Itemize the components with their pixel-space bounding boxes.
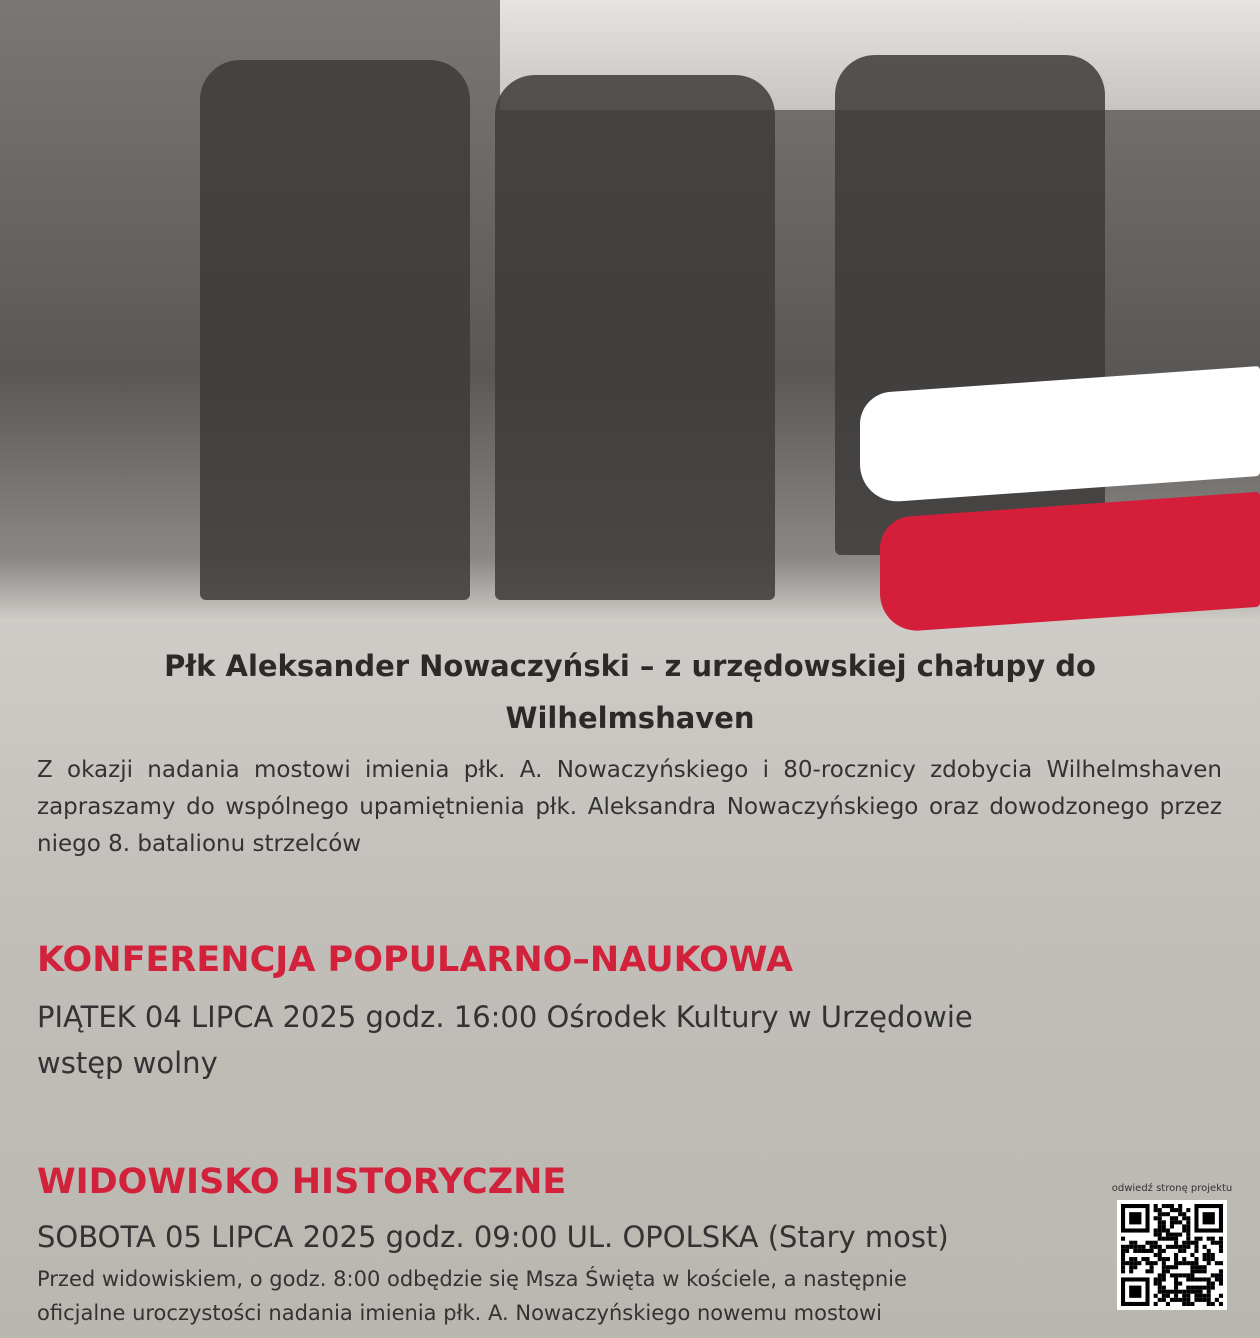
event2-note-2: oficjalne uroczystości nadania imienia płk. A. Nowaczyńskiego nowemu mostowi (37, 1301, 883, 1325)
soldier-left (200, 60, 470, 600)
event2-heading: WIDOWISKO HISTORYCZNE (37, 1162, 567, 1202)
qr-label: odwiedź stronę projektu (1111, 1183, 1233, 1194)
event2-note-1: Przed widowiskiem, o godz. 8:00 odbędzie się Msza Święta w kościele, a następnie (37, 1267, 907, 1291)
title-line-1: Płk Aleksander Nowaczyński – z urzędowskiej chałupy do (164, 649, 1096, 683)
qr-code[interactable] (1117, 1200, 1227, 1310)
event1-admission: wstęp wolny (37, 1046, 218, 1080)
intro-paragraph: Z okazji nadania mostowi imienia płk. A. Nowaczyńskiego i 80-rocznicy zdobycia Wilhelmshaven zapraszamy do wspólnego upamiętnienia płk. Aleksandra Nowaczyńskiego oraz dowodzonego przez niego 8. batalionu strzelców (37, 757, 1222, 857)
event1-details: PIĄTEK 04 LIPCA 2025 godz. 16:00 Ośrodek Kultury w Urzędowie (37, 1000, 973, 1034)
event1-heading: KONFERENCJA POPULARNO–NAUKOWA (37, 940, 794, 980)
title-line-2: Wilhelmshaven (505, 701, 755, 735)
qr-code-icon (1121, 1204, 1223, 1306)
soldier-center (495, 75, 775, 600)
event2-details: SOBOTA 05 LIPCA 2025 godz. 09:00 UL. OPOLSKA (Stary most) (37, 1220, 949, 1254)
poster-title (0, 640, 1260, 744)
